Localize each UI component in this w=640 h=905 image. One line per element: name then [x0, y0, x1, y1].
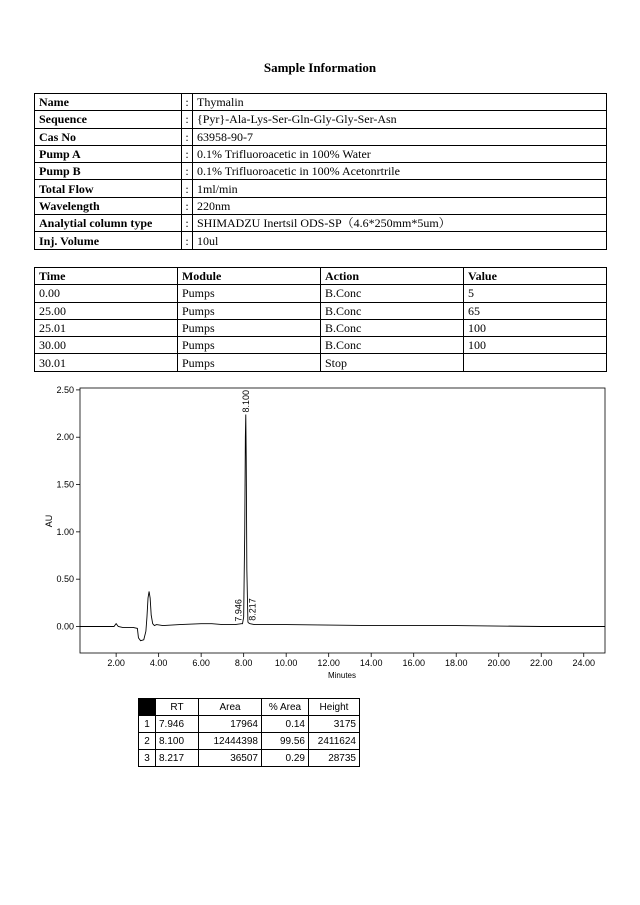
peak-index: 3 — [139, 750, 156, 767]
info-colon: : — [182, 128, 193, 145]
gradient-cell-value: 65 — [464, 302, 607, 319]
peak-header-pct-area: % Area — [262, 699, 309, 716]
gradient-cell-module: Pumps — [177, 337, 320, 354]
gradient-header-module: Module — [177, 268, 320, 285]
info-value: 10ul — [193, 232, 607, 249]
peak-row — [139, 716, 360, 733]
peak-header-rt: RT — [156, 699, 199, 716]
info-colon: : — [182, 232, 193, 249]
info-label: Analytial column type — [35, 215, 182, 232]
info-value: 0.1% Trifluoroacetic in 100% Acetonrtrile — [193, 163, 607, 180]
peak-rt: 8.217 — [156, 750, 199, 767]
gradient-header-value: Value — [464, 268, 607, 285]
peak-height: 2411624 — [309, 733, 360, 750]
info-label: Pump A — [35, 145, 182, 162]
plot-frame — [80, 388, 605, 653]
x-tick-label: 12.00 — [317, 658, 340, 668]
info-colon: : — [182, 197, 193, 214]
gradient-cell-value: 100 — [464, 319, 607, 336]
peak-height: 28735 — [309, 750, 360, 767]
gradient-header-row — [35, 268, 607, 285]
info-colon: : — [182, 180, 193, 197]
gradient-cell-time: 30.00 — [35, 337, 178, 354]
gradient-row — [35, 285, 607, 302]
info-value: Thymalin — [193, 94, 607, 111]
peak-header-corner — [139, 699, 156, 716]
gradient-cell-time: 30.01 — [35, 354, 178, 371]
info-colon: : — [182, 145, 193, 162]
info-value: 1ml/min — [193, 180, 607, 197]
peak-header-height: Height — [309, 699, 360, 716]
page-title: Sample Information — [263, 60, 377, 75]
gradient-cell-module: Pumps — [177, 319, 320, 336]
peak-pct-area: 0.14 — [262, 716, 309, 733]
x-tick-label: 14.00 — [359, 658, 383, 668]
info-row-pump-a — [35, 145, 607, 162]
gradient-cell-action: B.Conc — [321, 285, 464, 302]
gradient-cell-module: Pumps — [177, 285, 320, 302]
info-row-total-flow — [35, 180, 607, 197]
gradient-cell-time: 25.00 — [35, 302, 178, 319]
info-row-cas-no — [35, 128, 607, 145]
gradient-cell-module: Pumps — [177, 302, 320, 319]
gradient-cell-action: Stop — [321, 354, 464, 371]
chromatogram-trace — [80, 415, 605, 641]
x-tick-label: 8.00 — [234, 658, 253, 668]
gradient-cell-value — [464, 354, 607, 371]
y-tick-label: 1.50 — [56, 479, 74, 490]
x-tick-label: 10.00 — [274, 658, 298, 668]
gradient-cell-action: B.Conc — [321, 319, 464, 336]
gradient-cell-time: 0.00 — [35, 285, 178, 302]
gradient-cell-value: 100 — [464, 337, 607, 354]
gradient-cell-action: B.Conc — [321, 337, 464, 354]
y-axis — [56, 385, 80, 632]
x-tick-label: 4.00 — [149, 658, 168, 668]
peak-table — [138, 698, 360, 767]
chromatogram-chart — [0, 380, 640, 690]
info-colon: : — [182, 94, 193, 111]
info-row-sequence — [35, 111, 607, 128]
info-label: Pump B — [35, 163, 182, 180]
info-row-column-type — [35, 215, 607, 232]
peak-pct-area: 0.29 — [262, 750, 309, 767]
info-row-inj-volume — [35, 232, 607, 249]
x-tick-label: 16.00 — [402, 658, 425, 668]
x-tick-label: 2.00 — [107, 658, 125, 668]
y-tick-label: 2.50 — [56, 384, 74, 395]
info-value: 220nm — [193, 197, 607, 214]
y-tick-label: 0.50 — [56, 574, 74, 585]
info-label: Name — [35, 94, 182, 111]
info-label: Wavelength — [35, 197, 182, 214]
x-tick-label: 20.00 — [487, 658, 510, 668]
peak-index: 1 — [139, 716, 156, 733]
info-colon: : — [182, 111, 193, 128]
gradient-header-action: Action — [321, 268, 464, 285]
peak-area: 17964 — [199, 716, 262, 733]
gradient-row — [35, 337, 607, 354]
x-tick-label: 22.00 — [529, 658, 553, 668]
gradient-header-time: Time — [35, 268, 178, 285]
info-colon: : — [182, 163, 193, 180]
gradient-row — [35, 302, 607, 319]
info-row-name — [35, 94, 607, 111]
info-row-pump-b — [35, 163, 607, 180]
peak-pct-area: 99.56 — [262, 733, 309, 750]
x-tick-label: 6.00 — [192, 658, 210, 668]
peak-annotation: 7.946 — [233, 599, 244, 622]
info-value: SHIMADZU Inertsil ODS-SP（4.6*250mm*5um） — [193, 215, 607, 232]
peak-annotation: 8.217 — [247, 598, 258, 621]
gradient-row — [35, 319, 607, 336]
gradient-table — [34, 267, 607, 372]
peak-row — [139, 733, 360, 750]
gradient-cell-value: 5 — [464, 285, 607, 302]
gradient-row — [35, 354, 607, 371]
info-value: {Pyr}-Ala-Lys-Ser-Gln-Gly-Gly-Ser-Asn — [193, 111, 607, 128]
x-axis — [107, 653, 595, 668]
peak-header-area: Area — [199, 699, 262, 716]
y-tick-label: 2.00 — [56, 432, 74, 443]
x-tick-label: 24.00 — [572, 658, 596, 668]
y-tick-label: 0.00 — [56, 621, 74, 632]
peak-index: 2 — [139, 733, 156, 750]
peak-rt: 7.946 — [156, 716, 199, 733]
y-axis-label: AU — [44, 514, 54, 528]
peak-row — [139, 750, 360, 767]
info-value: 63958-90-7 — [193, 128, 607, 145]
info-label: Inj. Volume — [35, 232, 182, 249]
info-label: Total Flow — [35, 180, 182, 197]
x-axis-label: Minutes — [327, 671, 357, 680]
peak-annotation: 8.100 — [240, 389, 251, 413]
gradient-cell-module: Pumps — [177, 354, 320, 371]
info-label: Sequence — [35, 111, 182, 128]
info-value: 0.1% Trifluoroacetic in 100% Water — [193, 145, 607, 162]
gradient-cell-time: 25.01 — [35, 319, 178, 336]
y-tick-label: 1.00 — [56, 526, 74, 537]
peak-area: 36507 — [199, 750, 262, 767]
gradient-cell-action: B.Conc — [321, 302, 464, 319]
peak-header-row — [139, 699, 360, 716]
info-label: Cas No — [35, 128, 182, 145]
peak-area: 12444398 — [199, 733, 262, 750]
x-tick-label: 18.00 — [444, 658, 468, 668]
sample-info-table — [34, 93, 607, 250]
peak-rt: 8.100 — [156, 733, 199, 750]
info-row-wavelength — [35, 197, 607, 214]
peak-height: 3175 — [309, 716, 360, 733]
info-colon: : — [182, 215, 193, 232]
